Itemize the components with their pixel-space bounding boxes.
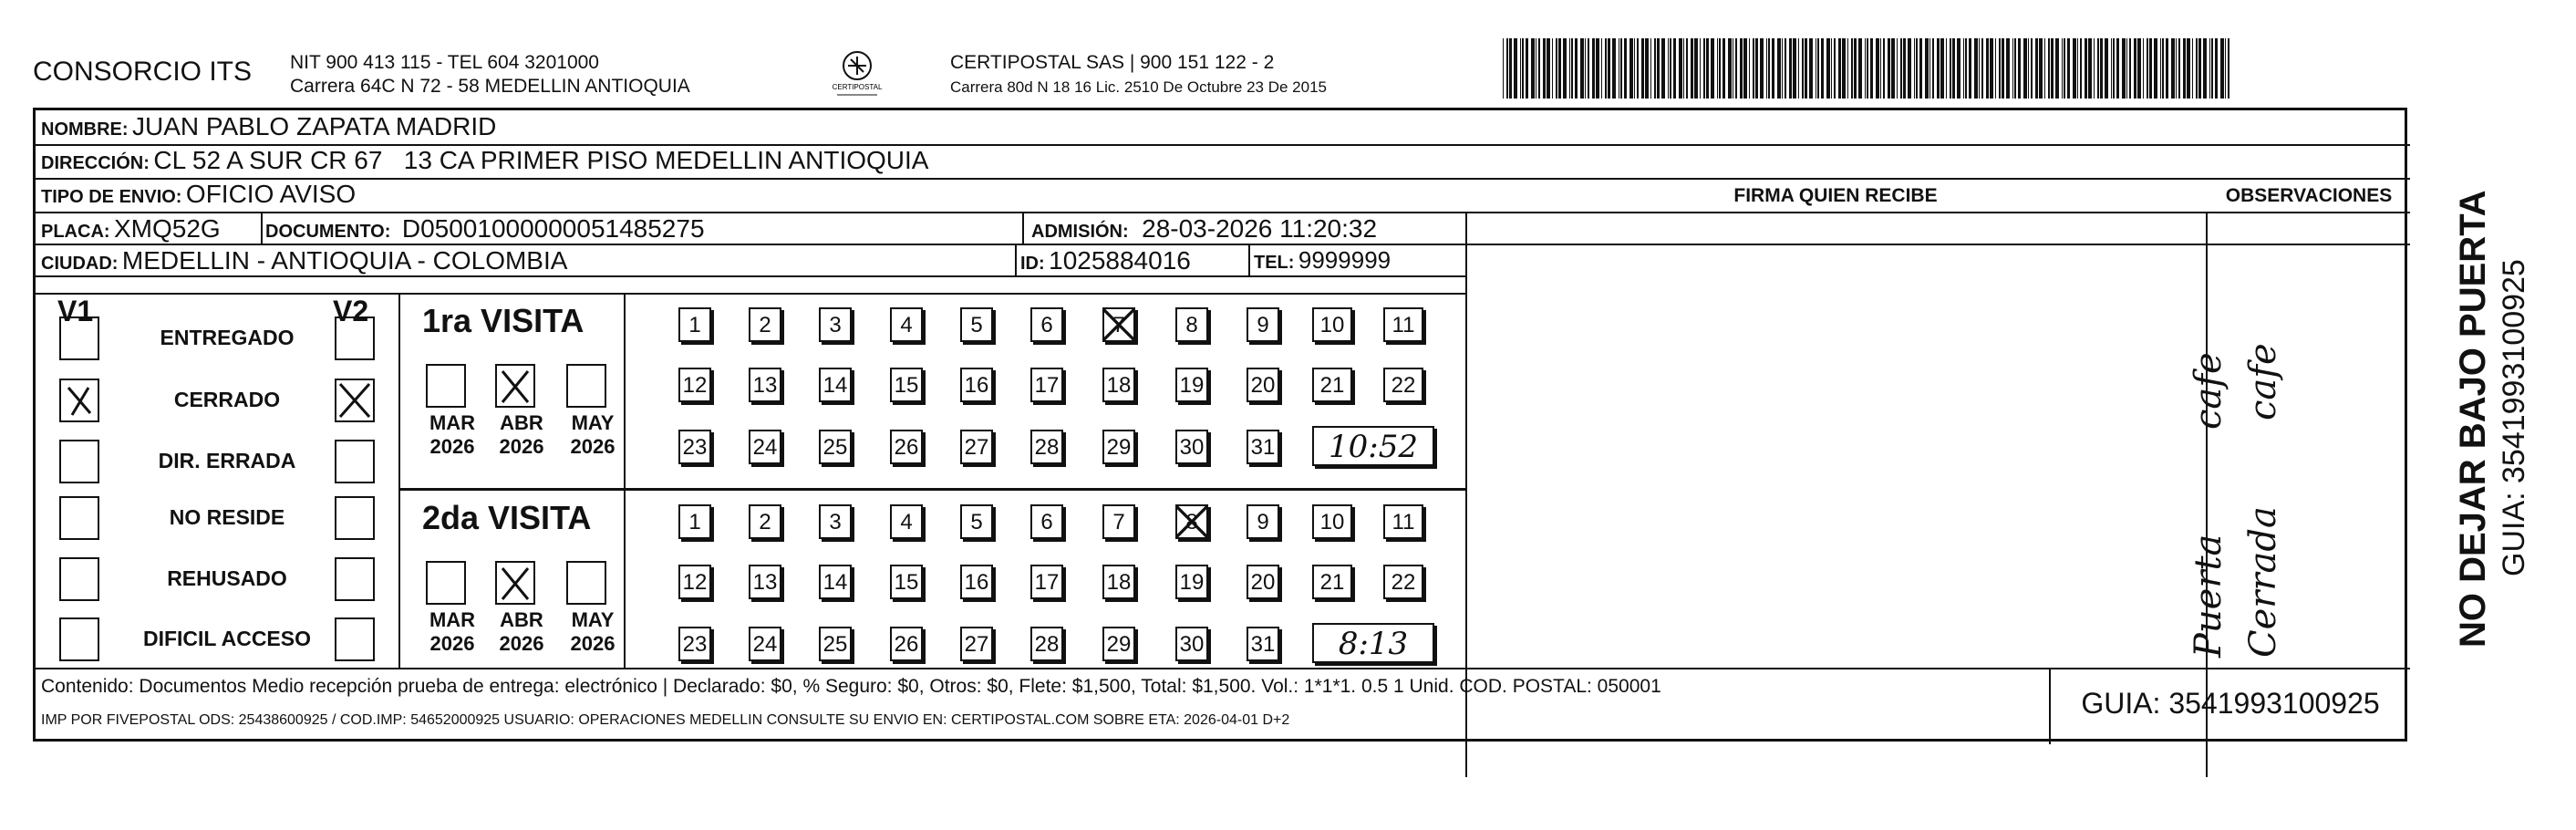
- footer-contenido: Contenido: Documentos Medio recepción prueba de entrega: electrónico | Declarado: $0, % Seguro: $0, Otros: $0, Flete: $1,500, Total: $1,500. Vol.: 1*1*1. 0.5 1 Unid. COD. POSTAL: 050001: [41, 676, 1661, 697]
- month-year: 2026: [429, 632, 475, 655]
- visit-1-day-box[interactable]: 25: [819, 430, 852, 464]
- visit-1-day-box[interactable]: 18: [1102, 368, 1135, 402]
- visit-2-day-box[interactable]: 23: [678, 627, 711, 661]
- id-label: ID:: [1020, 254, 1045, 274]
- ciudad-label: CIUDAD:: [41, 254, 119, 274]
- v1-checkbox-2[interactable]: [59, 440, 99, 483]
- observations-handwriting: [2188, 311, 2410, 658]
- visit-1-day-box[interactable]: 30: [1175, 430, 1208, 464]
- direccion-row: [41, 146, 928, 175]
- observaciones-header: OBSERVACIONES: [2225, 185, 2393, 206]
- visit-1-time: 10:52: [1312, 426, 1434, 466]
- id-value: 1025884016: [1049, 246, 1191, 275]
- documento-value: D05001000000051485275: [401, 214, 705, 243]
- visit-1-day-box[interactable]: 23: [678, 430, 711, 464]
- visit-1-day-box[interactable]: 9: [1247, 307, 1279, 342]
- visit-title-2: 2da VISITA: [422, 499, 592, 536]
- visit-2-day-box[interactable]: 22: [1383, 565, 1423, 599]
- visit-1-day-box[interactable]: 10: [1312, 307, 1352, 342]
- firma-header: FIRMA QUIEN RECIBE: [1733, 185, 1938, 206]
- visit-2-month-checkbox[interactable]: [426, 561, 466, 605]
- visit-1-day-box[interactable]: 2: [749, 307, 781, 342]
- visit-2-day-box[interactable]: 13: [749, 565, 781, 599]
- visit-1-day-box[interactable]: 29: [1102, 430, 1135, 464]
- month-year: 2026: [570, 435, 616, 458]
- certipostal-logo: [830, 46, 885, 102]
- visit-1-day-box[interactable]: 17: [1030, 368, 1063, 402]
- visit-2-day-box[interactable]: 8: [1175, 504, 1208, 539]
- visit-2-month-label: [561, 608, 625, 656]
- visit-2-day-box[interactable]: 27: [960, 627, 993, 661]
- visit-2-day-box[interactable]: 20: [1247, 565, 1279, 599]
- visit-2-day-box[interactable]: 1: [678, 504, 711, 539]
- month-name: MAY: [571, 411, 615, 434]
- footer-guia: GUIA: 3541993100925: [2081, 687, 2380, 720]
- visit-2-day-box[interactable]: 30: [1175, 627, 1208, 661]
- tel-value: 9999999: [1298, 246, 1391, 274]
- visit-2-day-box[interactable]: 17: [1030, 565, 1063, 599]
- visit-2-day-box[interactable]: 5: [960, 504, 993, 539]
- direccion-label: DIRECCIÓN:: [41, 153, 150, 173]
- v1-checkbox-5[interactable]: [59, 617, 99, 661]
- v2-checkbox-0[interactable]: [335, 316, 375, 360]
- side-guia: GUIA: 3541993100925: [2497, 259, 2531, 576]
- documento-field: [265, 214, 705, 244]
- visit-1-month-label: [561, 411, 625, 459]
- visit-2-day-box[interactable]: 14: [819, 565, 852, 599]
- visit-1-day-box[interactable]: 6: [1030, 307, 1063, 342]
- visit-2-month-checkbox[interactable]: [495, 561, 535, 605]
- visit-1-day-box[interactable]: 5: [960, 307, 993, 342]
- company-address: Carrera 64C N 72 - 58 MEDELLIN ANTIOQUIA: [290, 76, 690, 97]
- visit-1-day-box[interactable]: 4: [890, 307, 923, 342]
- v2-checkbox-3[interactable]: [335, 496, 375, 540]
- visit-1-day-box[interactable]: 19: [1175, 368, 1208, 402]
- visit-2-day-box[interactable]: 26: [890, 627, 923, 661]
- v1-checkbox-3[interactable]: [59, 496, 99, 540]
- visit-1-day-box[interactable]: 31: [1247, 430, 1279, 464]
- admision-field: [1031, 214, 1377, 244]
- handwritten-note-2: cafe: [2242, 343, 2284, 420]
- handwritten-note-1: cafe: [2188, 352, 2229, 430]
- admision-label: ADMISIÓN:: [1031, 222, 1129, 242]
- visit-2-day-box[interactable]: 15: [890, 565, 923, 599]
- visit-1-day-box[interactable]: 14: [819, 368, 852, 402]
- v2-checkbox-5[interactable]: [335, 617, 375, 661]
- visit-1-day-box[interactable]: 3: [819, 307, 852, 342]
- footer-imp: IMP POR FIVEPOSTAL ODS: 25438600925 / COD.IMP: 54652000925 USUARIO: OPERACIONES MEDELLIN CONSULTE SU ENVIO EN: CERTIPOSTAL.COM SOBRE ETA: 2026-04-01 D+2: [41, 712, 1290, 728]
- direccion-value: CL 52 A SUR CR 67 13 CA PRIMER PISO MEDELLIN ANTIOQUIA: [153, 146, 929, 174]
- visit-1-day-box[interactable]: 11: [1383, 307, 1423, 342]
- barcode: [1503, 38, 2232, 99]
- id-field: [1020, 246, 1191, 275]
- visit-1-day-box[interactable]: 8: [1175, 307, 1208, 342]
- tel-field: [1254, 246, 1391, 275]
- visit-2-day-box[interactable]: 25: [819, 627, 852, 661]
- svg-text:CERTIPOSTAL: CERTIPOSTAL: [832, 83, 883, 91]
- tel-label: TEL:: [1254, 253, 1295, 273]
- month-year: 2026: [570, 632, 616, 655]
- handwritten-note-3: Puerta: [2188, 534, 2229, 658]
- visit-2-time: 8:13: [1312, 623, 1434, 663]
- visit-1-day-box[interactable]: 12: [678, 368, 711, 402]
- company-name: CONSORCIO ITS: [33, 57, 253, 87]
- visit-2-day-box[interactable]: 10: [1312, 504, 1352, 539]
- nombre-row: [41, 112, 496, 141]
- visit-1-day-box[interactable]: 13: [749, 368, 781, 402]
- nombre-value: JUAN PABLO ZAPATA MADRID: [132, 112, 497, 140]
- visit-1-day-box[interactable]: 15: [890, 368, 923, 402]
- operator-name: CERTIPOSTAL SAS | 900 151 122 - 2: [950, 52, 1275, 73]
- visit-2-month-checkbox[interactable]: [566, 561, 606, 605]
- documento-label: DOCUMENTO:: [265, 222, 391, 242]
- month-name: MAR: [429, 411, 476, 434]
- visit-2-day-box[interactable]: 9: [1247, 504, 1279, 539]
- visit-1-day-box[interactable]: 26: [890, 430, 923, 464]
- visit-2-day-box[interactable]: 21: [1312, 565, 1352, 599]
- ciudad-value: MEDELLIN - ANTIOQUIA - COLOMBIA: [121, 246, 568, 275]
- visit-2-month-label: [420, 608, 484, 656]
- visit-2-day-box[interactable]: 12: [678, 565, 711, 599]
- visit-1-month-label: [420, 411, 484, 459]
- visit-1-month-checkbox[interactable]: [495, 364, 535, 408]
- month-name: ABR: [500, 411, 543, 434]
- placa-value: XMQ52G: [114, 214, 221, 243]
- operator-license: Carrera 80d N 18 16 Lic. 2510 De Octubre 23 De 2015: [950, 78, 1327, 96]
- v1-checkbox-4[interactable]: [59, 557, 99, 601]
- visit-2-day-box[interactable]: 11: [1383, 504, 1423, 539]
- handwritten-note-4: Cerrada: [2242, 506, 2284, 658]
- visit-2-day-box[interactable]: 24: [749, 627, 781, 661]
- visit-1-day-box[interactable]: 20: [1247, 368, 1279, 402]
- month-name: ABR: [500, 608, 543, 631]
- month-year: 2026: [499, 435, 544, 458]
- visit-1-day-box[interactable]: 7: [1102, 307, 1135, 342]
- visit-1-day-box[interactable]: 21: [1312, 368, 1352, 402]
- delivery-form: [33, 108, 2407, 742]
- nombre-label: NOMBRE:: [41, 119, 129, 140]
- visit-2-day-box[interactable]: 7: [1102, 504, 1135, 539]
- visit-2-day-box[interactable]: 3: [819, 504, 852, 539]
- month-name: MAY: [571, 608, 615, 631]
- v1-checkbox-0[interactable]: [59, 316, 99, 360]
- v1-checkbox-1[interactable]: [59, 379, 99, 422]
- month-year: 2026: [429, 435, 475, 458]
- v1-header: V1: [57, 295, 94, 327]
- v2-checkbox-4[interactable]: [335, 557, 375, 601]
- visit-1-day-box[interactable]: 27: [960, 430, 993, 464]
- ciudad-field: [41, 246, 567, 275]
- visit-2-day-box[interactable]: 31: [1247, 627, 1279, 661]
- status-label: CERRADO: [173, 388, 281, 411]
- status-label: ENTREGADO: [160, 326, 295, 349]
- visit-2-day-box[interactable]: 28: [1030, 627, 1063, 661]
- company-nit-tel: NIT 900 413 115 - TEL 604 3201000: [290, 52, 599, 73]
- visit-2-day-box[interactable]: 29: [1102, 627, 1135, 661]
- visit-2-day-box[interactable]: 18: [1102, 565, 1135, 599]
- visit-2-day-box[interactable]: 16: [960, 565, 993, 599]
- status-label: DIR. ERRADA: [158, 449, 296, 472]
- visit-1-month-label: [490, 411, 553, 459]
- visit-2-day-box[interactable]: 2: [749, 504, 781, 539]
- placa-field: [41, 214, 221, 244]
- v2-checkbox-1[interactable]: [335, 379, 375, 422]
- visit-1-month-checkbox[interactable]: [566, 364, 606, 408]
- visit-1-day-box[interactable]: 16: [960, 368, 993, 402]
- v2-checkbox-2[interactable]: [335, 440, 375, 483]
- visit-1-day-box[interactable]: 22: [1383, 368, 1423, 402]
- status-label: DIFICIL ACCESO: [142, 627, 311, 650]
- visit-1-month-checkbox[interactable]: [426, 364, 466, 408]
- visit-1-day-box[interactable]: 28: [1030, 430, 1063, 464]
- month-name: MAR: [429, 608, 476, 631]
- visit-2-day-box[interactable]: 6: [1030, 504, 1063, 539]
- tipo-value: OFICIO AVISO: [185, 180, 357, 208]
- status-label: NO RESIDE: [169, 505, 285, 529]
- visit-title-1: 1ra VISITA: [422, 302, 585, 339]
- side-warning: NO DEJAR BAJO PUERTA: [2453, 190, 2493, 648]
- visit-2-month-label: [490, 608, 553, 656]
- tipo-label: TIPO DE ENVIO:: [41, 187, 182, 207]
- visit-2-day-box[interactable]: 4: [890, 504, 923, 539]
- month-year: 2026: [499, 632, 544, 655]
- admision-value: 28-03-2026 11:20:32: [1142, 214, 1378, 243]
- visit-1-day-box[interactable]: 24: [749, 430, 781, 464]
- visit-2-day-box[interactable]: 19: [1175, 565, 1208, 599]
- status-label: REHUSADO: [167, 566, 287, 590]
- visit-1-day-box[interactable]: 1: [678, 307, 711, 342]
- v2-header: V2: [333, 295, 369, 327]
- tipo-row: [41, 180, 356, 209]
- placa-label: PLACA:: [41, 222, 110, 242]
